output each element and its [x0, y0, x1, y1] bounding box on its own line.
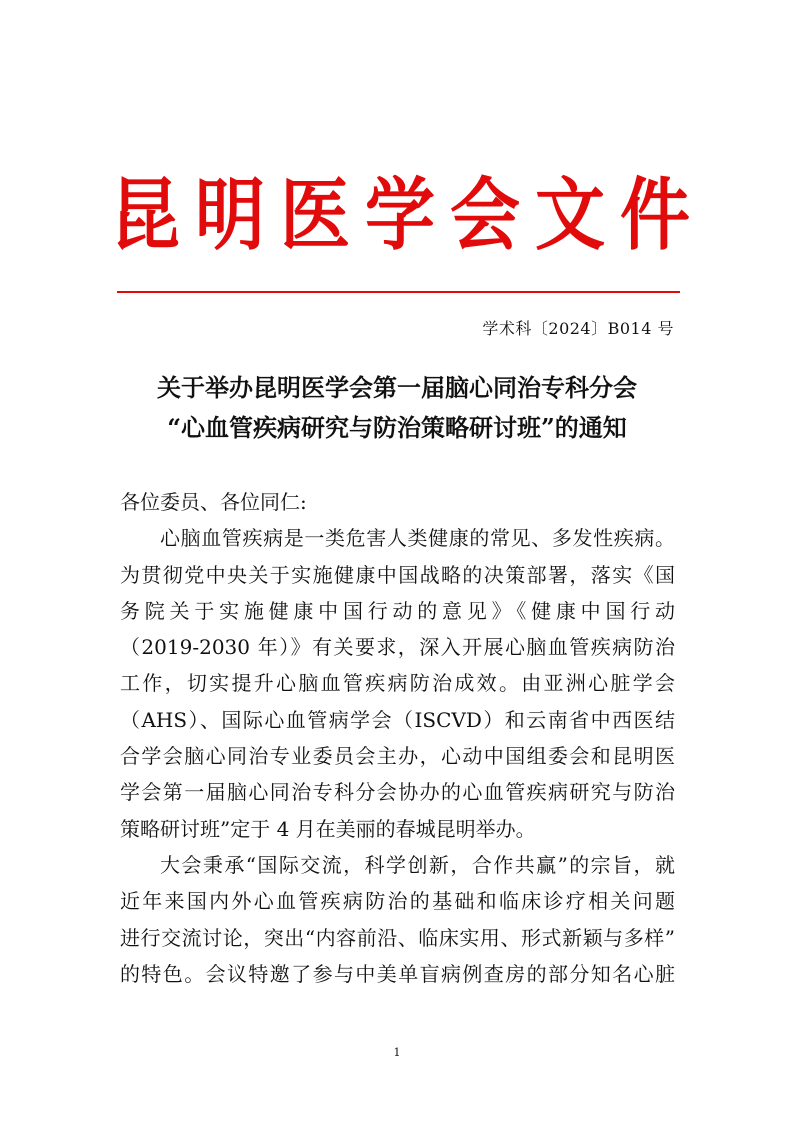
body-line: （AHS）、国际心血管病学会（ISCVD）和云南省中西医结	[120, 707, 675, 732]
body-line: 的特色。会议特邀了参与中美单盲病例查房的部分知名心脏	[120, 961, 675, 986]
document-header-title	[110, 167, 690, 261]
header-char: 会	[450, 167, 520, 261]
body-line: 合学会脑心同治专业委员会主办，心动中国组委会和昆明医	[120, 744, 675, 769]
document-number: 学术科〔2024〕B014 号	[482, 319, 674, 338]
body-line: 近年来国内外心血管疾病防治的基础和临床诊疗相关问题	[120, 889, 675, 914]
header-char: 医	[280, 167, 350, 261]
body-line: 大会秉承“国际交流，科学创新，合作共赢”的宗旨，就	[160, 852, 675, 877]
body-line: 心脑血管疾病是一类危害人类健康的常见、多发性疾病。	[160, 526, 675, 551]
page-number: 1	[393, 1046, 401, 1059]
header-char: 件	[620, 167, 690, 261]
body-line: （2019-2030 年）》有关要求，深入开展心脑血管疾病防治	[120, 635, 675, 660]
body-line: 为贯彻党中央关于实施健康中国战略的决策部署，落实《国	[120, 562, 675, 587]
notice-body	[120, 484, 675, 992]
body-line: 进行交流讨论，突出“内容前沿、临床实用、形式新颖与多样”	[120, 925, 675, 950]
header-char: 学	[365, 167, 435, 261]
body-line: 策略研讨班”定于 4 月在美丽的春城昆明举办。	[120, 816, 536, 841]
header-char: 明	[195, 167, 265, 261]
notice-title	[100, 368, 694, 448]
notice-title-line: “心血管疾病研究与防治策略研讨班”的通知	[167, 413, 627, 442]
body-line: 务院关于实施健康中国行动的意见》《健康中国行动	[120, 598, 675, 623]
header-divider	[117, 291, 680, 293]
salutation: 各位委员、各位同仁:	[120, 490, 307, 514]
body-line: 工作，切实提升心脑血管疾病防治成效。由亚洲心脏学会	[120, 671, 675, 696]
header-char: 文	[535, 167, 605, 261]
notice-title-line: 关于举办昆明医学会第一届脑心同治专科分会	[157, 373, 637, 402]
body-line: 学会第一届脑心同治专科分会协办的心血管疾病研究与防治	[120, 780, 675, 805]
header-char: 昆	[110, 167, 180, 261]
